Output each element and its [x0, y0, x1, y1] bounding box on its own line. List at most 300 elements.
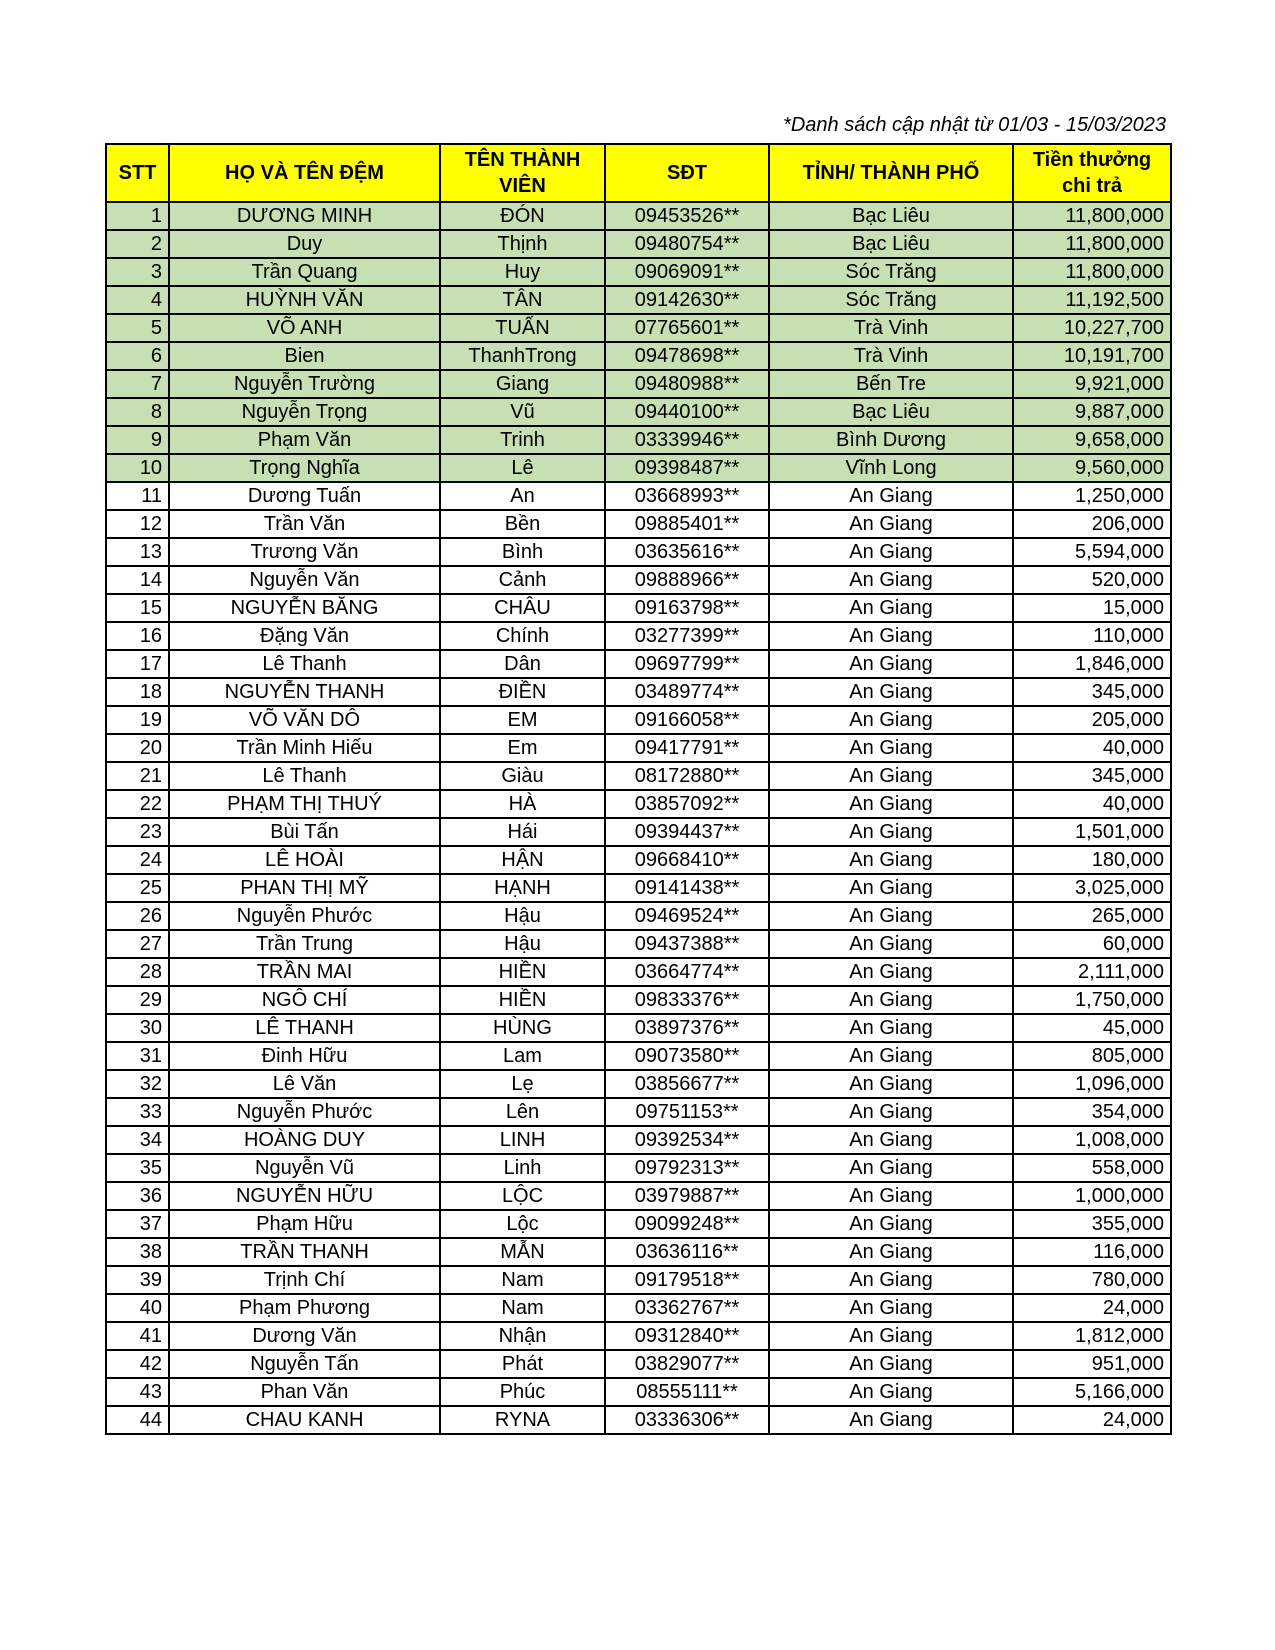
table-row	[106, 1070, 1171, 1098]
cell-reward: 354,000	[1013, 1098, 1171, 1126]
cell-phone: 09166058**	[605, 706, 769, 734]
header-row	[106, 144, 1171, 202]
cell-phone: 09792313**	[605, 1154, 769, 1182]
cell-reward: 1,812,000	[1013, 1322, 1171, 1350]
cell-reward: 40,000	[1013, 790, 1171, 818]
cell-member: Lam	[440, 1042, 605, 1070]
cell-name: Dương Tuấn	[169, 482, 440, 510]
cell-member: Linh	[440, 1154, 605, 1182]
cell-stt: 4	[106, 286, 169, 314]
cell-phone: 09668410**	[605, 846, 769, 874]
cell-reward: 1,008,000	[1013, 1126, 1171, 1154]
header-reward: Tiền thưởng chi trả	[1013, 144, 1171, 202]
cell-member: Giang	[440, 370, 605, 398]
cell-stt: 2	[106, 230, 169, 258]
cell-phone: 09833376**	[605, 986, 769, 1014]
cell-name: Trần Trung	[169, 930, 440, 958]
table-row	[106, 286, 1171, 314]
cell-reward: 11,800,000	[1013, 258, 1171, 286]
cell-reward: 2,111,000	[1013, 958, 1171, 986]
cell-member: Vũ	[440, 398, 605, 426]
table-row	[106, 1294, 1171, 1322]
cell-name: HOÀNG DUY	[169, 1126, 440, 1154]
cell-reward: 11,192,500	[1013, 286, 1171, 314]
cell-province: An Giang	[769, 1350, 1013, 1378]
cell-province: Sóc Trăng	[769, 258, 1013, 286]
cell-reward: 5,166,000	[1013, 1378, 1171, 1406]
cell-name: Phạm Hữu	[169, 1210, 440, 1238]
cell-stt: 25	[106, 874, 169, 902]
cell-stt: 27	[106, 930, 169, 958]
cell-province: An Giang	[769, 1294, 1013, 1322]
cell-stt: 8	[106, 398, 169, 426]
cell-member: ĐÓN	[440, 202, 605, 230]
cell-name: Phạm Văn	[169, 426, 440, 454]
cell-member: Chính	[440, 622, 605, 650]
cell-province: An Giang	[769, 622, 1013, 650]
cell-phone: 08555111**	[605, 1378, 769, 1406]
cell-reward: 24,000	[1013, 1294, 1171, 1322]
cell-province: Bạc Liêu	[769, 202, 1013, 230]
cell-phone: 09697799**	[605, 650, 769, 678]
cell-reward: 345,000	[1013, 678, 1171, 706]
cell-reward: 9,560,000	[1013, 454, 1171, 482]
cell-stt: 6	[106, 342, 169, 370]
cell-reward: 10,191,700	[1013, 342, 1171, 370]
cell-stt: 30	[106, 1014, 169, 1042]
cell-phone: 09099248**	[605, 1210, 769, 1238]
cell-province: An Giang	[769, 650, 1013, 678]
cell-name: PHAN THỊ MỸ	[169, 874, 440, 902]
cell-phone: 09069091**	[605, 258, 769, 286]
cell-name: HUỲNH VĂN	[169, 286, 440, 314]
cell-member: Bình	[440, 538, 605, 566]
cell-province: An Giang	[769, 790, 1013, 818]
table-row	[106, 790, 1171, 818]
table-row	[106, 1406, 1171, 1434]
cell-province: Bạc Liêu	[769, 398, 1013, 426]
cell-province: An Giang	[769, 482, 1013, 510]
cell-name: Trần Văn	[169, 510, 440, 538]
cell-name: Nguyễn Vũ	[169, 1154, 440, 1182]
cell-phone: 09885401**	[605, 510, 769, 538]
table-row	[106, 594, 1171, 622]
cell-province: An Giang	[769, 930, 1013, 958]
cell-reward: 3,025,000	[1013, 874, 1171, 902]
cell-name: Nguyễn Văn	[169, 566, 440, 594]
cell-province: An Giang	[769, 594, 1013, 622]
table-row	[106, 1210, 1171, 1238]
cell-stt: 19	[106, 706, 169, 734]
cell-stt: 10	[106, 454, 169, 482]
cell-phone: 03636116**	[605, 1238, 769, 1266]
cell-stt: 15	[106, 594, 169, 622]
cell-member: Hậu	[440, 902, 605, 930]
cell-province: An Giang	[769, 734, 1013, 762]
table-row	[106, 1238, 1171, 1266]
cell-province: An Giang	[769, 706, 1013, 734]
cell-member: Lên	[440, 1098, 605, 1126]
table-row	[106, 342, 1171, 370]
table-row	[106, 1042, 1171, 1070]
table-row	[106, 482, 1171, 510]
table-row	[106, 1322, 1171, 1350]
update-note: *Danh sách cập nhật từ 01/03 - 15/03/2023	[783, 114, 1166, 136]
cell-name: VÕ VĂN DÔ	[169, 706, 440, 734]
cell-member: TUẤN	[440, 314, 605, 342]
table-row	[106, 706, 1171, 734]
table-row	[106, 1154, 1171, 1182]
cell-phone: 09394437**	[605, 818, 769, 846]
cell-name: VÕ ANH	[169, 314, 440, 342]
cell-member: MẪN	[440, 1238, 605, 1266]
cell-name: DƯƠNG MINH	[169, 202, 440, 230]
cell-reward: 9,887,000	[1013, 398, 1171, 426]
cell-member: Hậu	[440, 930, 605, 958]
cell-phone: 09142630**	[605, 286, 769, 314]
cell-phone: 03897376**	[605, 1014, 769, 1042]
table-row	[106, 846, 1171, 874]
cell-stt: 21	[106, 762, 169, 790]
header-phone: SĐT	[605, 144, 769, 202]
cell-stt: 35	[106, 1154, 169, 1182]
cell-stt: 32	[106, 1070, 169, 1098]
cell-stt: 11	[106, 482, 169, 510]
cell-province: An Giang	[769, 1266, 1013, 1294]
table-row	[106, 230, 1171, 258]
cell-phone: 03668993**	[605, 482, 769, 510]
table-row	[106, 958, 1171, 986]
cell-member: RYNA	[440, 1406, 605, 1434]
cell-province: Bình Dương	[769, 426, 1013, 454]
cell-name: NGÔ CHÍ	[169, 986, 440, 1014]
table-row	[106, 258, 1171, 286]
cell-name: Đinh Hữu	[169, 1042, 440, 1070]
cell-province: An Giang	[769, 762, 1013, 790]
cell-stt: 18	[106, 678, 169, 706]
cell-name: Nguyễn Phước	[169, 902, 440, 930]
table-row	[106, 1378, 1171, 1406]
cell-stt: 7	[106, 370, 169, 398]
cell-name: Trần Minh Hiếu	[169, 734, 440, 762]
cell-stt: 1	[106, 202, 169, 230]
cell-member: Giàu	[440, 762, 605, 790]
cell-reward: 265,000	[1013, 902, 1171, 930]
cell-phone: 09480754**	[605, 230, 769, 258]
table-row	[106, 398, 1171, 426]
table-row	[106, 734, 1171, 762]
reward-table	[105, 143, 1172, 1435]
cell-member: EM	[440, 706, 605, 734]
table-row	[106, 510, 1171, 538]
cell-phone: 03857092**	[605, 790, 769, 818]
cell-province: An Giang	[769, 846, 1013, 874]
cell-stt: 37	[106, 1210, 169, 1238]
cell-phone: 09073580**	[605, 1042, 769, 1070]
cell-phone: 03979887**	[605, 1182, 769, 1210]
cell-phone: 09392534**	[605, 1126, 769, 1154]
cell-reward: 520,000	[1013, 566, 1171, 594]
cell-reward: 1,096,000	[1013, 1070, 1171, 1098]
cell-province: Trà Vinh	[769, 342, 1013, 370]
cell-member: ĐIỀN	[440, 678, 605, 706]
cell-stt: 26	[106, 902, 169, 930]
cell-phone: 09312840**	[605, 1322, 769, 1350]
cell-member: HIỀN	[440, 986, 605, 1014]
table-row	[106, 566, 1171, 594]
cell-stt: 24	[106, 846, 169, 874]
cell-name: Trọng Nghĩa	[169, 454, 440, 482]
cell-name: Phạm Phương	[169, 1294, 440, 1322]
cell-name: Lê Văn	[169, 1070, 440, 1098]
cell-province: An Giang	[769, 1070, 1013, 1098]
cell-province: An Giang	[769, 986, 1013, 1014]
cell-member: HIỀN	[440, 958, 605, 986]
cell-reward: 1,501,000	[1013, 818, 1171, 846]
cell-province: An Giang	[769, 818, 1013, 846]
cell-province: An Giang	[769, 958, 1013, 986]
cell-name: NGUYỄN BĂNG	[169, 594, 440, 622]
cell-name: Trần Quang	[169, 258, 440, 286]
cell-province: An Giang	[769, 538, 1013, 566]
cell-phone: 08172880**	[605, 762, 769, 790]
cell-stt: 14	[106, 566, 169, 594]
cell-name: Bien	[169, 342, 440, 370]
cell-reward: 11,800,000	[1013, 202, 1171, 230]
cell-stt: 12	[106, 510, 169, 538]
cell-stt: 43	[106, 1378, 169, 1406]
cell-phone: 03664774**	[605, 958, 769, 986]
cell-name: LÊ HOÀI	[169, 846, 440, 874]
cell-member: LINH	[440, 1126, 605, 1154]
cell-name: PHẠM THỊ THUÝ	[169, 790, 440, 818]
cell-stt: 33	[106, 1098, 169, 1126]
cell-stt: 31	[106, 1042, 169, 1070]
cell-member: Bền	[440, 510, 605, 538]
cell-member: Em	[440, 734, 605, 762]
cell-phone: 03635616**	[605, 538, 769, 566]
cell-member: HẠNH	[440, 874, 605, 902]
cell-reward: 951,000	[1013, 1350, 1171, 1378]
cell-phone: 09179518**	[605, 1266, 769, 1294]
cell-phone: 09417791**	[605, 734, 769, 762]
cell-reward: 24,000	[1013, 1406, 1171, 1434]
cell-province: Vĩnh Long	[769, 454, 1013, 482]
table-row	[106, 930, 1171, 958]
cell-stt: 34	[106, 1126, 169, 1154]
cell-name: Bùi Tấn	[169, 818, 440, 846]
cell-member: Cảnh	[440, 566, 605, 594]
cell-province: An Giang	[769, 1210, 1013, 1238]
header-member: TÊN THÀNH VIÊN	[440, 144, 605, 202]
cell-name: Phan Văn	[169, 1378, 440, 1406]
table-row	[106, 314, 1171, 342]
header-province: TỈNH/ THÀNH PHỐ	[769, 144, 1013, 202]
cell-phone: 03829077**	[605, 1350, 769, 1378]
cell-reward: 11,800,000	[1013, 230, 1171, 258]
cell-name: TRẦN MAI	[169, 958, 440, 986]
cell-member: Trinh	[440, 426, 605, 454]
cell-reward: 10,227,700	[1013, 314, 1171, 342]
cell-stt: 20	[106, 734, 169, 762]
cell-member: Huy	[440, 258, 605, 286]
cell-member: Nam	[440, 1294, 605, 1322]
cell-phone: 09440100**	[605, 398, 769, 426]
cell-reward: 116,000	[1013, 1238, 1171, 1266]
cell-phone: 09141438**	[605, 874, 769, 902]
cell-member: ThanhTrong	[440, 342, 605, 370]
cell-member: Lê	[440, 454, 605, 482]
cell-stt: 28	[106, 958, 169, 986]
cell-member: An	[440, 482, 605, 510]
table-row	[106, 622, 1171, 650]
cell-reward: 1,750,000	[1013, 986, 1171, 1014]
table-row	[106, 1350, 1171, 1378]
cell-reward: 355,000	[1013, 1210, 1171, 1238]
cell-province: An Giang	[769, 1154, 1013, 1182]
cell-province: An Giang	[769, 902, 1013, 930]
cell-name: Dương Văn	[169, 1322, 440, 1350]
cell-province: Trà Vinh	[769, 314, 1013, 342]
cell-reward: 1,000,000	[1013, 1182, 1171, 1210]
table-row	[106, 678, 1171, 706]
cell-name: Nguyễn Tấn	[169, 1350, 440, 1378]
cell-province: An Giang	[769, 1322, 1013, 1350]
table-row	[106, 986, 1171, 1014]
cell-phone: 03856677**	[605, 1070, 769, 1098]
header-stt: STT	[106, 144, 169, 202]
cell-phone: 09480988**	[605, 370, 769, 398]
cell-name: TRẦN THANH	[169, 1238, 440, 1266]
cell-reward: 1,250,000	[1013, 482, 1171, 510]
cell-phone: 09888966**	[605, 566, 769, 594]
cell-province: An Giang	[769, 874, 1013, 902]
cell-province: An Giang	[769, 1406, 1013, 1434]
cell-province: Sóc Trăng	[769, 286, 1013, 314]
cell-member: HÀ	[440, 790, 605, 818]
cell-reward: 180,000	[1013, 846, 1171, 874]
cell-member: HÙNG	[440, 1014, 605, 1042]
table-row	[106, 1266, 1171, 1294]
cell-reward: 15,000	[1013, 594, 1171, 622]
cell-province: An Giang	[769, 1378, 1013, 1406]
cell-name: Lê Thanh	[169, 650, 440, 678]
cell-phone: 09437388**	[605, 930, 769, 958]
cell-province: Bến Tre	[769, 370, 1013, 398]
cell-member: Hái	[440, 818, 605, 846]
cell-stt: 29	[106, 986, 169, 1014]
cell-member: Nam	[440, 1266, 605, 1294]
cell-phone: 09751153**	[605, 1098, 769, 1126]
cell-phone: 09478698**	[605, 342, 769, 370]
cell-phone: 09163798**	[605, 594, 769, 622]
cell-member: Nhận	[440, 1322, 605, 1350]
cell-member: Thịnh	[440, 230, 605, 258]
cell-member: LỘC	[440, 1182, 605, 1210]
table-row	[106, 762, 1171, 790]
cell-reward: 5,594,000	[1013, 538, 1171, 566]
cell-province: An Giang	[769, 1238, 1013, 1266]
table-row	[106, 370, 1171, 398]
cell-phone: 03489774**	[605, 678, 769, 706]
table-row	[106, 454, 1171, 482]
header-name: HỌ VÀ TÊN ĐỆM	[169, 144, 440, 202]
cell-name: Trịnh Chí	[169, 1266, 440, 1294]
table-row	[106, 1182, 1171, 1210]
cell-member: Lộc	[440, 1210, 605, 1238]
cell-name: NGUYỄN THANH	[169, 678, 440, 706]
cell-stt: 23	[106, 818, 169, 846]
cell-reward: 9,658,000	[1013, 426, 1171, 454]
cell-name: Duy	[169, 230, 440, 258]
cell-member: Phát	[440, 1350, 605, 1378]
cell-phone: 09398487**	[605, 454, 769, 482]
cell-province: An Giang	[769, 678, 1013, 706]
cell-stt: 17	[106, 650, 169, 678]
cell-reward: 9,921,000	[1013, 370, 1171, 398]
cell-name: Nguyễn Trường	[169, 370, 440, 398]
table-row	[106, 538, 1171, 566]
cell-reward: 206,000	[1013, 510, 1171, 538]
table-row	[106, 1126, 1171, 1154]
cell-stt: 9	[106, 426, 169, 454]
cell-name: CHAU KANH	[169, 1406, 440, 1434]
cell-phone: 07765601**	[605, 314, 769, 342]
table-row	[106, 650, 1171, 678]
cell-reward: 345,000	[1013, 762, 1171, 790]
table-row	[106, 874, 1171, 902]
cell-reward: 805,000	[1013, 1042, 1171, 1070]
cell-stt: 42	[106, 1350, 169, 1378]
cell-stt: 5	[106, 314, 169, 342]
table-row	[106, 426, 1171, 454]
cell-stt: 16	[106, 622, 169, 650]
cell-province: An Giang	[769, 1098, 1013, 1126]
cell-province: An Giang	[769, 510, 1013, 538]
cell-stt: 44	[106, 1406, 169, 1434]
cell-reward: 110,000	[1013, 622, 1171, 650]
cell-member: HẬN	[440, 846, 605, 874]
cell-province: Bạc Liêu	[769, 230, 1013, 258]
cell-stt: 3	[106, 258, 169, 286]
cell-phone: 03362767**	[605, 1294, 769, 1322]
cell-member: TÂN	[440, 286, 605, 314]
cell-province: An Giang	[769, 566, 1013, 594]
cell-stt: 36	[106, 1182, 169, 1210]
cell-name: LÊ THANH	[169, 1014, 440, 1042]
table-row	[106, 1098, 1171, 1126]
cell-stt: 13	[106, 538, 169, 566]
cell-phone: 03339946**	[605, 426, 769, 454]
cell-province: An Giang	[769, 1126, 1013, 1154]
cell-reward: 60,000	[1013, 930, 1171, 958]
cell-province: An Giang	[769, 1182, 1013, 1210]
table-row	[106, 902, 1171, 930]
cell-province: An Giang	[769, 1042, 1013, 1070]
cell-member: Phúc	[440, 1378, 605, 1406]
cell-reward: 205,000	[1013, 706, 1171, 734]
cell-reward: 45,000	[1013, 1014, 1171, 1042]
cell-name: Đặng Văn	[169, 622, 440, 650]
cell-stt: 38	[106, 1238, 169, 1266]
cell-reward: 780,000	[1013, 1266, 1171, 1294]
cell-name: NGUYỄN HỮU	[169, 1182, 440, 1210]
cell-phone: 09453526**	[605, 202, 769, 230]
cell-phone: 09469524**	[605, 902, 769, 930]
cell-name: Nguyễn Phước	[169, 1098, 440, 1126]
table-row	[106, 818, 1171, 846]
cell-reward: 1,846,000	[1013, 650, 1171, 678]
